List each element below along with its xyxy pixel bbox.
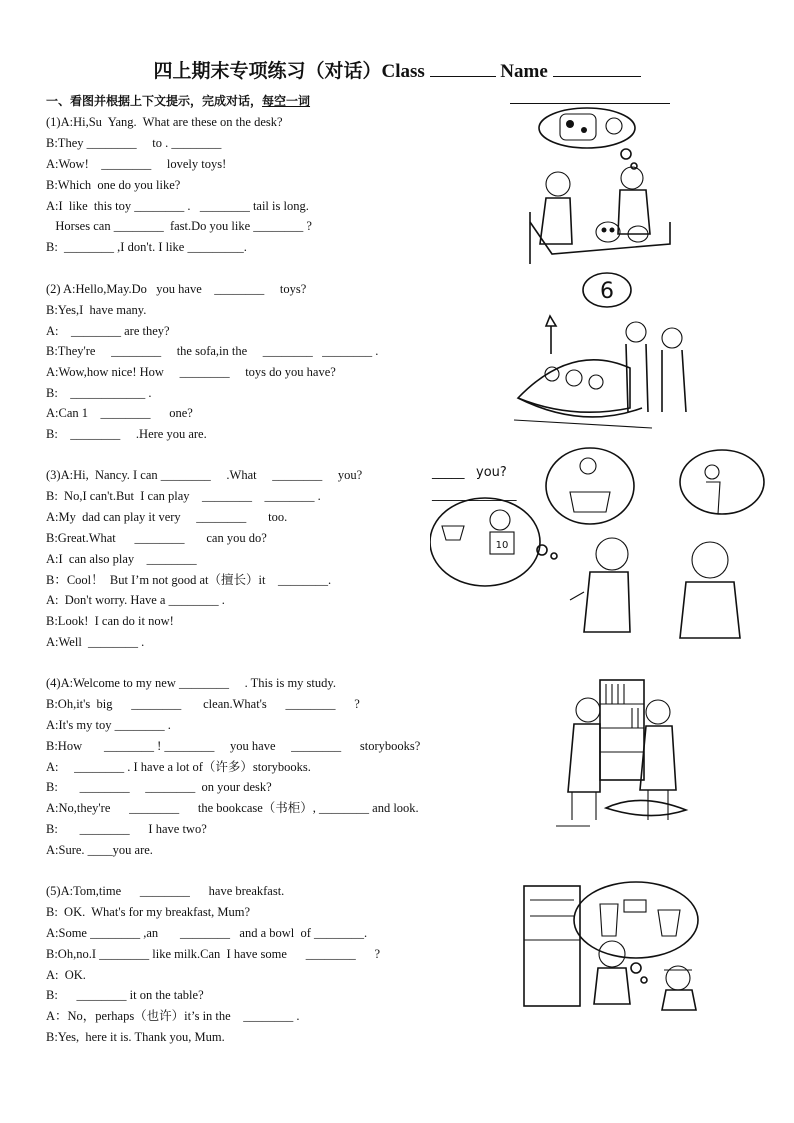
dialogue-line: B：Cool！ But I’m not good at（擅长）it ________. xyxy=(46,573,332,587)
bubble-blank: _____ xyxy=(432,465,465,480)
name-blank[interactable] xyxy=(553,61,641,77)
clock-number: 6 xyxy=(600,279,614,304)
dialogue-line: (3)A:Hi, Nancy. I can ________ .What ________ you? xyxy=(46,468,363,482)
dialogue-line: B:Oh,it's big ________ clean.What's ________ ? xyxy=(46,697,360,711)
dialogue-line: B: No,I can't.But I can play ________ ________ . xyxy=(46,489,321,503)
dialogue-line: (1)A:Hi,Su Yang. What are these on the desk? xyxy=(46,115,283,129)
dialogue-line: Horses can ________ fast.Do you like ________ ? xyxy=(46,219,312,233)
instruction-text: 一、看图并根据上下文提示，完成对话， xyxy=(46,94,263,108)
dialogue-line: (5)A:Tom,time ________ have breakfast. xyxy=(46,884,285,898)
dialogue-line: B:Which one do you like? xyxy=(46,178,181,192)
dialogue-line: B: ________ ,I don't. I like _________. xyxy=(46,240,247,254)
dialogue-line: A:Some ________ ,an ________ and a bowl of ________. xyxy=(46,926,368,940)
dialogue-line: A:Wow! ________ lovely toys! xyxy=(46,157,227,171)
dialogue-line: B:Oh,no.I ________ like milk.Can I have some ________ ? xyxy=(46,947,380,961)
dialogue-line: B:Yes,I have many. xyxy=(46,303,147,317)
dialogue-line: B: ________ I have two? xyxy=(46,822,207,836)
title-text: 四上期末专项练习（对话）Class xyxy=(153,61,425,82)
dialogue-line: A: OK. xyxy=(46,968,86,982)
dialogue-line: A:I like this toy ________ . ________ tail is long. xyxy=(46,199,309,213)
illustration-sports-dialogue xyxy=(430,442,775,642)
illustration-bookcase xyxy=(550,670,695,830)
dialogue-line: B: ________ .Here you are. xyxy=(46,427,207,441)
bubble-you: you? xyxy=(476,465,507,480)
dialogue-line: B: ________ it on the table? xyxy=(46,988,204,1002)
dialogue-line: A:Sure. ____you are. xyxy=(46,843,153,857)
dialogue-line: B: ____________ . xyxy=(46,386,152,400)
dialogue-line: B:Yes, here it is. Thank you, Mum. xyxy=(46,1030,225,1044)
dialogue-line: A:Wow,how nice! How ________ toys do you have? xyxy=(46,365,336,379)
dialogue-line: B:Look! I can do it now! xyxy=(46,614,174,628)
dialogue-line: A:Well ________ . xyxy=(46,635,145,649)
instruction-emphasis: 每空一词 xyxy=(262,94,311,108)
dialogue-line: A:No,they're ________ the bookcase（书柜）, ________ and look. xyxy=(46,801,419,815)
name-label: Name xyxy=(500,61,548,82)
dialogue-line: B: ________ ________ on your desk? xyxy=(46,780,272,794)
dialogue-line: A:My dad can play it very ________ too. xyxy=(46,510,288,524)
dialogue-line: B:How ________ ! ________ you have ________ storybooks? xyxy=(46,739,421,753)
illustration-breakfast xyxy=(518,880,703,1015)
dialogue-line: (2) A:Hello,May.Do you have ________ toys? xyxy=(46,282,307,296)
instruction xyxy=(46,92,310,109)
jersey-number: 10 xyxy=(495,540,509,551)
dialogue-line: A: ________ are they? xyxy=(46,324,170,338)
dialogue-line: A:I can also play ________ xyxy=(46,552,197,566)
dialogue-line: B:They're ________ the sofa,in the ________ ________ . xyxy=(46,344,379,358)
dialogue-line: A:Can 1 ________ one? xyxy=(46,406,193,420)
dialogue-line: A：No，perhaps（也许）it’s in the ________ . xyxy=(46,1009,300,1023)
illustration-kids-toys xyxy=(522,104,672,266)
dialogue-line: (4)A:Welcome to my new ________ . This is my study. xyxy=(46,676,336,690)
illustration-sofa-toys xyxy=(512,270,697,435)
dialogue-line: A:It's my toy ________ . xyxy=(46,718,171,732)
dialogue-line: B:Great.What ________ can you do? xyxy=(46,531,267,545)
dialogue-line: A: Don't worry. Have a ________ . xyxy=(46,593,225,607)
dialogue-line: A: ________ . I have a lot of（许多）storybooks. xyxy=(46,760,311,774)
dialogue-line: B: OK. What's for my breakfast, Mum? xyxy=(46,905,251,919)
class-blank[interactable] xyxy=(430,61,496,77)
page-title xyxy=(0,56,794,83)
dialogue-line: B:They ________ to . ________ xyxy=(46,136,222,150)
bubble-blank-2: _____________ xyxy=(432,487,517,502)
